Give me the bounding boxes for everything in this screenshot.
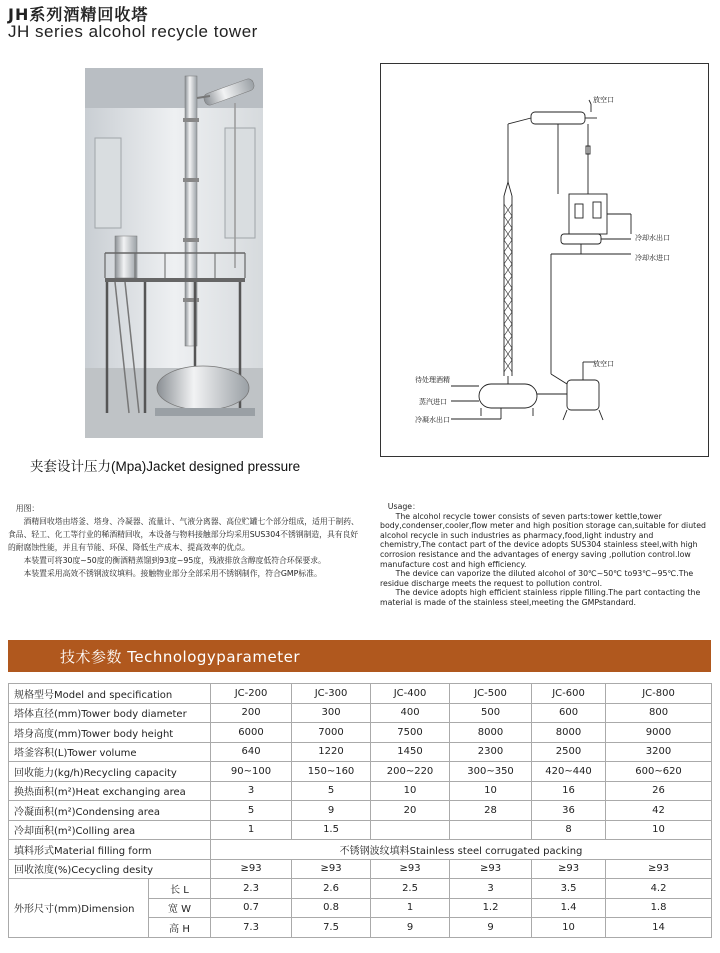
usage-en-para-1: The alcohol recycle tower consists of seven parts:tower kettle,tower body,condenser,cooler,flow meter and high position storage can,suitable for diuted alcohol recycle in such industries as pharmacy,food,light industry and chemistry,The contact part of the device adopts SUS304 stainless steel,with high corrosion resistance and the advantages of energy saving ,pollution control.low manufacture cost and high efficiency. xyxy=(380,511,706,569)
label-steam-in: 蒸汽进口 xyxy=(419,398,447,406)
table-row-density xyxy=(9,859,712,879)
label-feed: 待处理酒精 xyxy=(415,376,450,384)
table-cell: 600~620 xyxy=(606,762,712,782)
label-vent-top: 放空口 xyxy=(593,96,614,104)
table-cell: 300 xyxy=(292,703,371,723)
table-cell: 2500 xyxy=(532,742,606,762)
usage-en-para-2: The device can vaporize the diluted alcohol of 30℃~50℃ to93℃~95℃.The residue discharge meets the request to pollution control. xyxy=(380,569,694,588)
process-flow-schematic xyxy=(381,64,708,456)
table-cell: 1.2 xyxy=(450,898,532,918)
table-cell: 200 xyxy=(211,703,292,723)
dimension-sub-label: 长 L xyxy=(149,879,211,899)
table-cell: 3 xyxy=(211,781,292,801)
usage-en-para-3: The device adopts high efficient stainless ripple filling.The part contacting the material is made of the stainless steel,meeting the GMPstandard. xyxy=(380,588,701,607)
table-cell: 16 xyxy=(532,781,606,801)
table-cell: 3.5 xyxy=(532,879,606,899)
table-cell: 10 xyxy=(371,781,450,801)
table-cell: 28 xyxy=(450,801,532,821)
table-cell: 1 xyxy=(371,898,450,918)
dimension-sub-label: 宽 W xyxy=(149,898,211,918)
table-cell: 42 xyxy=(606,801,712,821)
table-row xyxy=(9,820,712,840)
table-cell: 7.5 xyxy=(292,918,371,938)
product-photo xyxy=(85,68,263,438)
page-title-en: JH series alcohol recycle tower xyxy=(8,22,258,41)
row-label: 填料形式Material filling form xyxy=(9,840,211,860)
model-header: JC-800 xyxy=(606,684,712,704)
row-label: 回收浓度(%)Cecycling desity xyxy=(9,859,211,879)
table-row-dimension xyxy=(9,879,712,899)
tower-photo-illustration xyxy=(85,68,263,438)
table-cell: 500 xyxy=(450,703,532,723)
table-cell: 36 xyxy=(532,801,606,821)
table-cell: 10 xyxy=(606,820,712,840)
row-label: 塔体直径(mm)Tower body diameter xyxy=(9,703,211,723)
table-cell: 400 xyxy=(371,703,450,723)
table-cell: 3 xyxy=(450,879,532,899)
table-cell: 0.8 xyxy=(292,898,371,918)
row-label: 冷凝面积(m²)Condensing area xyxy=(9,801,211,821)
dimension-sub-label: 高 H xyxy=(149,918,211,938)
usage-cn-para-1: 酒精回收塔由塔釜、塔身、冷凝器、流量计、气液分离器、高位贮罐七个部分组成，适用于制药、食品、轻工、化工等行业的稀酒精回收，本设备与物料接触部分均采用SUS304不锈钢制造，具有良好的耐腐蚀性能，并且有节能、环保、降低生产成本、提高效率的优点。 xyxy=(8,517,359,552)
table-cell: ≥93 xyxy=(292,859,371,879)
label-cool-in: 冷却水进口 xyxy=(635,254,670,262)
dimension-label: 外形尺寸(mm)Dimension xyxy=(9,879,149,938)
photo-caption: 夹套设计压力(Mpa)Jacket designed pressure xyxy=(30,459,301,474)
table-cell: ≥93 xyxy=(450,859,532,879)
row-label: 冷却面积(m²)Colling area xyxy=(9,820,211,840)
table-cell: 7.3 xyxy=(211,918,292,938)
table-cell: 9 xyxy=(292,801,371,821)
model-header: JC-600 xyxy=(532,684,606,704)
table-cell: 200~220 xyxy=(371,762,450,782)
table-cell: 1.5 xyxy=(292,820,371,840)
tech-parameter-title: 技术参数 Technologyparameter xyxy=(60,648,300,666)
table-row xyxy=(9,703,712,723)
table-cell: ≥93 xyxy=(211,859,292,879)
table-cell: 10 xyxy=(450,781,532,801)
table-cell: 3200 xyxy=(606,742,712,762)
row-label: 塔釜容积(L)Tower volume xyxy=(9,742,211,762)
table-cell: 26 xyxy=(606,781,712,801)
table-cell: 1450 xyxy=(371,742,450,762)
table-cell: 2.6 xyxy=(292,879,371,899)
table-cell: ≥93 xyxy=(606,859,712,879)
table-cell: 14 xyxy=(606,918,712,938)
tech-parameter-banner xyxy=(8,640,711,672)
table-cell xyxy=(371,820,450,840)
table-cell: 8000 xyxy=(450,723,532,743)
process-diagram xyxy=(380,63,709,457)
table-cell: 300~350 xyxy=(450,762,532,782)
table-cell: 8000 xyxy=(532,723,606,743)
table-cell xyxy=(450,820,532,840)
usage-cn-para-2: 本装置可将30度~50度的衡酒精蒸馏到93度~95度，残液排放含醇度低符合环保要求。 xyxy=(23,556,326,565)
table-cell: 9000 xyxy=(606,723,712,743)
table-cell: 5 xyxy=(292,781,371,801)
table-cell: 6000 xyxy=(211,723,292,743)
table-cell: 2.5 xyxy=(371,879,450,899)
label-vent-bottom: 放空口 xyxy=(593,360,614,368)
table-cell: 600 xyxy=(532,703,606,723)
model-header: JC-200 xyxy=(211,684,292,704)
table-header-row xyxy=(9,684,712,704)
usage-text-en xyxy=(380,502,710,608)
filling-value: 不锈钢波纹填料Stainless steel corrugated packing xyxy=(211,840,712,860)
table-cell: 9 xyxy=(371,918,450,938)
row-label: 换热面积(m²)Heat exchanging area xyxy=(9,781,211,801)
model-header: JC-300 xyxy=(292,684,371,704)
table-cell: ≥93 xyxy=(532,859,606,879)
table-cell: 1.8 xyxy=(606,898,712,918)
table-cell: 4.2 xyxy=(606,879,712,899)
table-row xyxy=(9,723,712,743)
table-cell: 1220 xyxy=(292,742,371,762)
page-title-cn: JH系列酒精回收塔 xyxy=(8,5,149,24)
table-cell: 0.7 xyxy=(211,898,292,918)
table-cell: ≥93 xyxy=(371,859,450,879)
table-row-filling xyxy=(9,840,712,860)
table-cell: 640 xyxy=(211,742,292,762)
table-cell: 20 xyxy=(371,801,450,821)
table-cell: 420~440 xyxy=(532,762,606,782)
table-row xyxy=(9,762,712,782)
model-header: JC-500 xyxy=(450,684,532,704)
table-cell: 1 xyxy=(211,820,292,840)
table-cell: 5 xyxy=(211,801,292,821)
usage-text-cn xyxy=(8,502,364,580)
table-cell: 800 xyxy=(606,703,712,723)
row-label: 回收能力(kg/h)Recycling capacity xyxy=(9,762,211,782)
usage-en-heading: Usage： xyxy=(387,502,420,511)
table-cell: 2.3 xyxy=(211,879,292,899)
table-row xyxy=(9,801,712,821)
table-row xyxy=(9,781,712,801)
table-cell: 7500 xyxy=(371,723,450,743)
table-cell: 10 xyxy=(532,918,606,938)
usage-cn-para-3: 本装置采用高效不锈钢波纹填料。接触物业部分全部采用不锈钢制作，符合GMP标准。 xyxy=(23,569,322,578)
label-condensate-out: 冷凝水出口 xyxy=(415,416,450,424)
table-cell: 9 xyxy=(450,918,532,938)
model-header: JC-400 xyxy=(371,684,450,704)
table-cell: 8 xyxy=(532,820,606,840)
usage-cn-heading: 用图： xyxy=(15,504,40,513)
table-cell: 90~100 xyxy=(211,762,292,782)
table-cell: 1.4 xyxy=(532,898,606,918)
table-cell: 7000 xyxy=(292,723,371,743)
table-row xyxy=(9,742,712,762)
spec-table xyxy=(8,683,712,938)
label-cool-out: 冷却水出口 xyxy=(635,234,670,242)
table-cell: 2300 xyxy=(450,742,532,762)
header-label: 规格型号Model and specification xyxy=(9,684,211,704)
row-label: 塔身高度(mm)Tower body height xyxy=(9,723,211,743)
table-cell: 150~160 xyxy=(292,762,371,782)
